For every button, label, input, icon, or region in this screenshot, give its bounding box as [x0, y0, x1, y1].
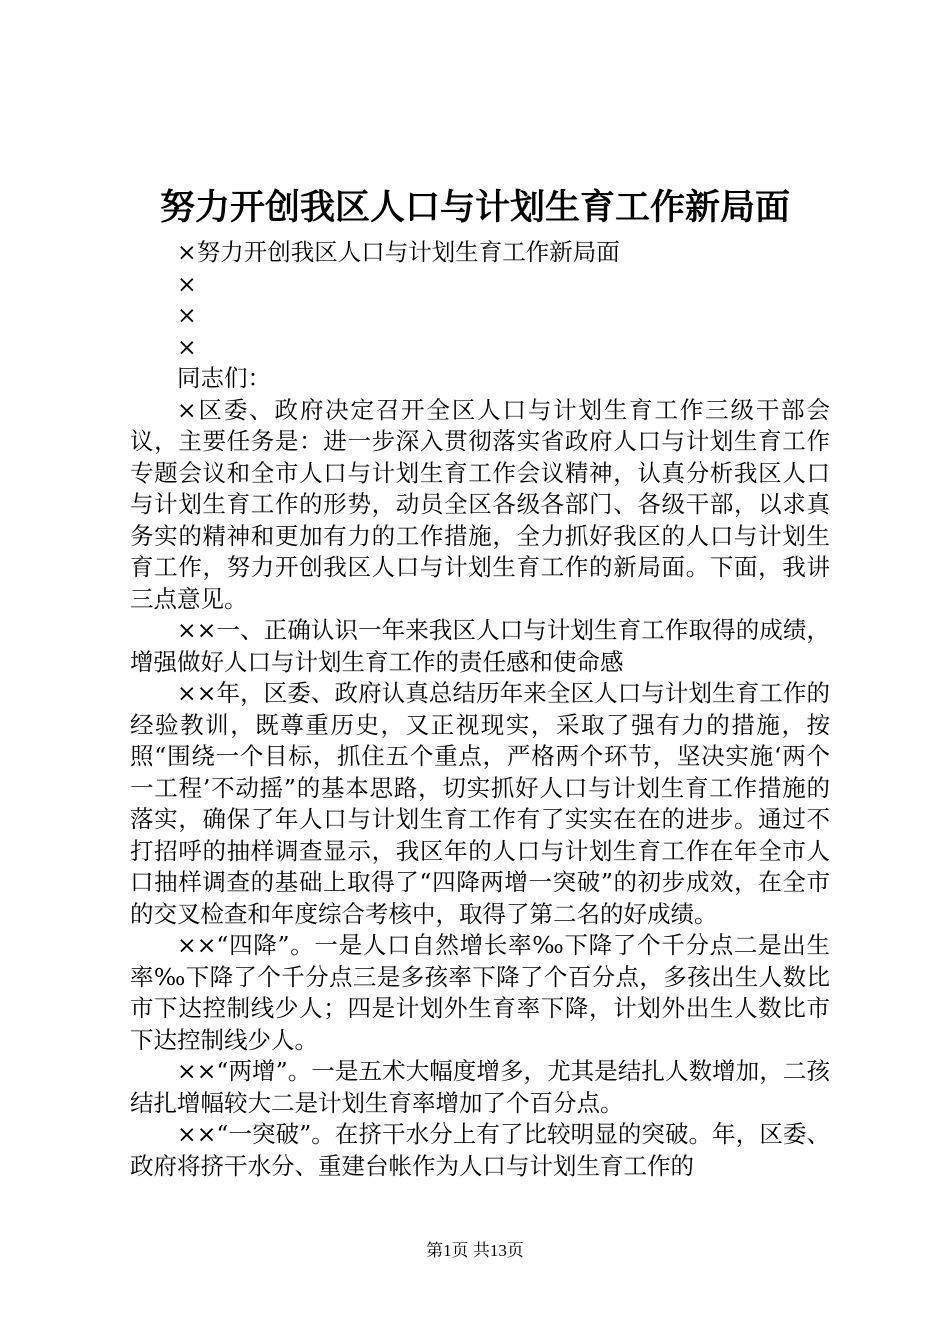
paragraph: ××年，区委、政府认真总结历年来全区人口与计划生育工作的经验教训，既尊重历史，又正视现实，采取了强有力的措施，按照“围绕一个目标，抓住五个重点，严格两个环节，坚决实施‘两个一工程’不动摇”的基本思路，切实抓好人口与计划生育工作措施的落实，确保了年人口与计划生育工作有了实实在在的进步。通过不打招呼的抽样调查显示，我区年的人口与计划生育工作在年全市人口抽样调查的基础上取得了“四降两增一突破”的初步成效，在全市的交叉检查和年度综合考核中，取得了第二名的好成绩。 — [130, 679, 830, 928]
page-number: 第1页 共13页 — [426, 1241, 524, 1260]
paragraph: ××“两增”。一是五术大幅度增多，尤其是结扎人数增加，二孩结扎增幅较大二是计划生育率增加了个百分点。 — [130, 1057, 830, 1117]
paragraph: × — [177, 301, 197, 329]
paragraph: ×区委、政府决定召开全区人口与计划生育工作三级干部会议，主要任务是：进一步深入贯彻落实省政府人口与计划生育工作专题会议和全市人口与计划生育工作会议精神，认真分析我区人口与计划生育工作的形势，动员全区各级各部门、各级干部，以求真务实的精神和更加有力的工作措施，全力抓好我区的人口与计划生育工作，努力开创我区人口与计划生育工作的新局面。下面，我讲三点意见。 — [130, 395, 830, 613]
salutation: 同志们： — [177, 364, 271, 392]
paragraph: ××“四降”。一是人口自然增长率‰下降了个千分点二是出生率‰下降了个千分点三是多孩率下降了个百分点，多孩出生人数比市下达控制线少人；四是计划外生育率下降，计划外出生人数比市下达控制线少人。 — [130, 931, 830, 1054]
paragraph: × — [177, 332, 197, 361]
paragraph: × — [177, 269, 197, 298]
document-title: 努力开创我区人口与计划生育工作新局面 — [159, 187, 790, 228]
paragraph: ×努力开创我区人口与计划生育工作新局面 — [177, 238, 620, 266]
paragraph: ××“一突破”。在挤干水分上有了比较明显的突破。年，区委、政府将挤干水分、重建台帐作为人口与计划生育工作的 — [130, 1120, 830, 1180]
document-body — [130, 237, 830, 1182]
section-heading: ××一、正确认识一年来我区人口与计划生育工作取得的成绩，增强做好人口与计划生育工作的责任感和使命感 — [130, 616, 830, 676]
